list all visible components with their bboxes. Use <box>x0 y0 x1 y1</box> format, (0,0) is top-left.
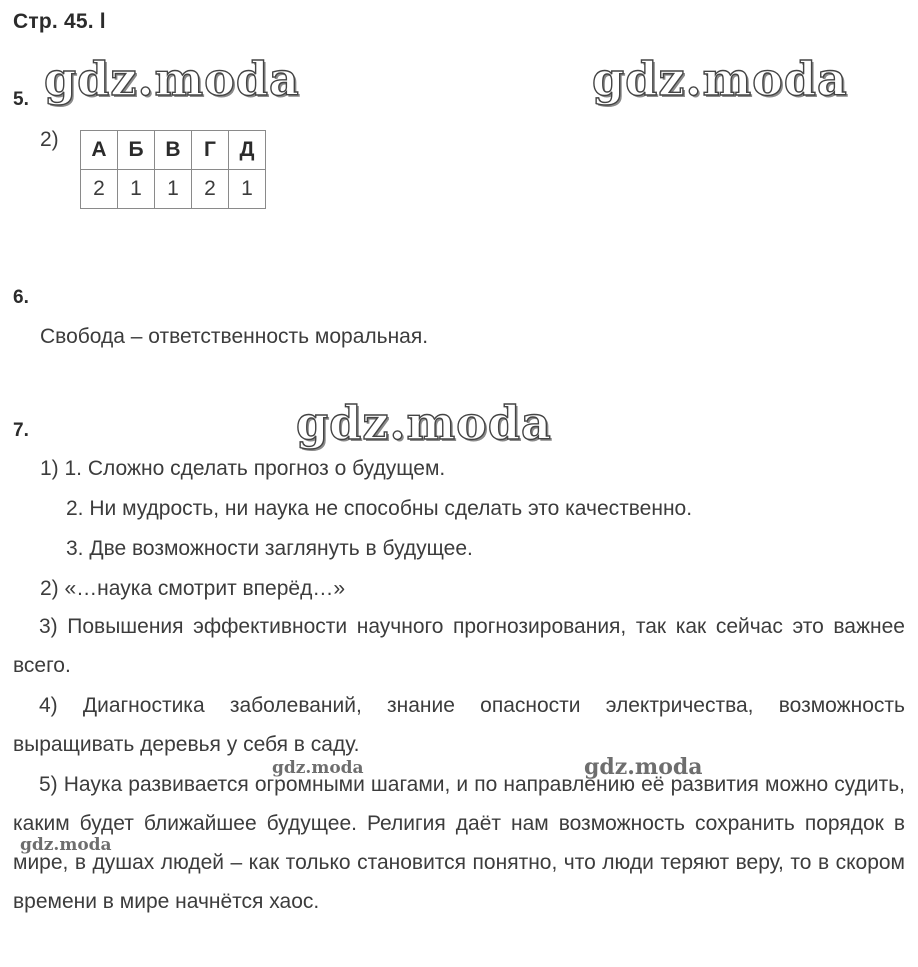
answer-table-value-cell: 1 <box>229 170 266 209</box>
answer-table <box>80 130 266 209</box>
task-5-sub-label: 2) <box>40 128 59 151</box>
watermark-logo-small: gdz.moda <box>272 758 364 778</box>
answer-table-value-row <box>81 170 266 209</box>
answer-table-header-cell: А <box>81 131 118 170</box>
answer-table-value-cell: 1 <box>155 170 192 209</box>
task-7-answer-1-line-3: 3. Две возможности заглянуть в будущее. <box>66 537 473 560</box>
answer-table-header-cell: Г <box>192 131 229 170</box>
task-7-answer-4: 4) Диагностика заболеваний, знание опасности электричества, возможность выращивать деревья у себя в саду. <box>13 694 905 756</box>
watermark-logo: gdz.moda <box>44 52 300 106</box>
answer-table-value-cell: 2 <box>192 170 229 209</box>
task-6-number: 6. <box>13 287 29 308</box>
task-5-number: 5. <box>13 89 29 110</box>
watermark-logo-small: gdz.moda <box>20 835 112 855</box>
answer-table-header-cell: Б <box>118 131 155 170</box>
task-7-answer-1-line-1: 1) 1. Сложно сделать прогноз о будущем. <box>40 457 446 480</box>
task-7-answer-1-line-2: 2. Ни мудрость, ни наука не способны сделать это качественно. <box>66 497 693 520</box>
task-7-answer-3: 3) Повышения эффективности научного прогнозирования, так как сейчас это важнее всего. <box>13 615 905 677</box>
watermark-logo: gdz.moda <box>296 396 552 450</box>
task-7-number: 7. <box>13 420 29 441</box>
answer-table-header-cell: В <box>155 131 192 170</box>
task-7-answer-5: 5) Наука развивается огромными шагами, и по направлению её развития можно судить, каким будет ближайшее будущее. Религия даёт нам возможность сохранить порядок в мире, в душах людей – как только становится понятно, что люди теряют веру, то в скором времени в мире начнётся хаос. <box>13 773 905 913</box>
task-7-answer-2: 2) «…наука смотрит вперёд…» <box>40 577 346 600</box>
watermark-logo: gdz.moda <box>592 52 848 106</box>
page-header: Стр. 45. l <box>13 10 106 33</box>
answer-table-value-cell: 1 <box>118 170 155 209</box>
answer-table-value-cell: 2 <box>81 170 118 209</box>
watermark-logo-small: gdz.moda <box>584 754 703 780</box>
answer-table-header-row <box>81 131 266 170</box>
answer-table-header-cell: Д <box>229 131 266 170</box>
task-6-answer: Свобода – ответственность моральная. <box>40 325 429 348</box>
